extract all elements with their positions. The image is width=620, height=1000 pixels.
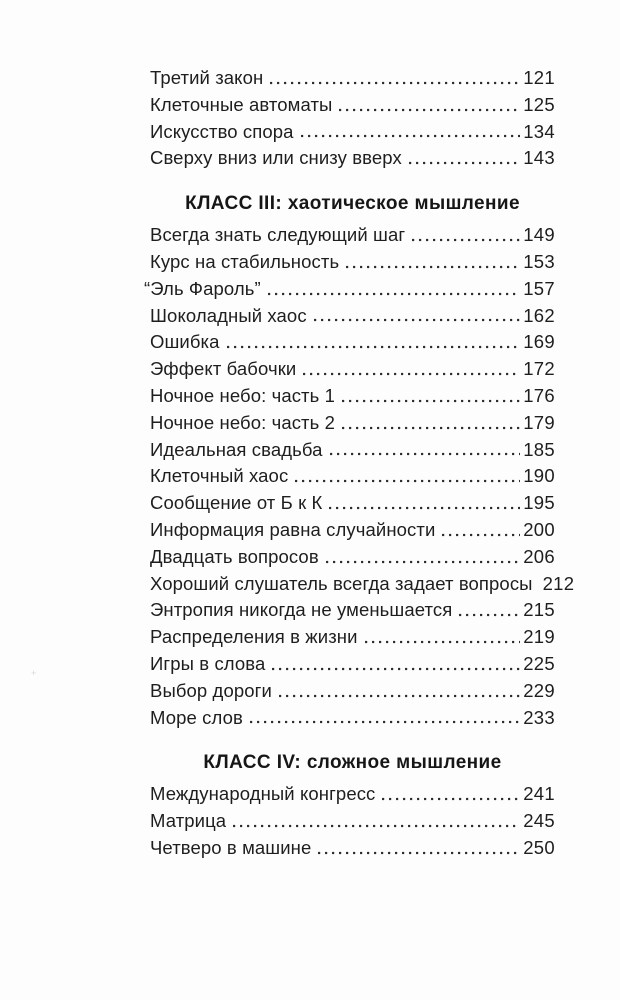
- toc-entry-page-number: 206: [523, 545, 555, 567]
- toc-entry-page-number: 149: [523, 224, 555, 246]
- toc-entry-title: Идеальная свадьба: [150, 438, 323, 460]
- toc-entry-title: Международный конгресс: [150, 783, 376, 805]
- toc-entry-title: Информация равна случайности: [150, 518, 436, 540]
- dot-leader: [339, 108, 520, 112]
- toc-entry-page-number: 229: [523, 679, 555, 701]
- toc-entry-title: Выбор дороги: [150, 679, 272, 701]
- toc-entry-page-number: 250: [523, 836, 555, 858]
- toc-entry-title: Игры в слова: [150, 652, 266, 674]
- dot-leader: [342, 426, 520, 430]
- dot-leader: [329, 506, 520, 510]
- toc-entry-page-number: 219: [523, 626, 555, 648]
- dot-leader: [346, 265, 520, 269]
- toc-entry: [150, 544, 555, 571]
- toc-entry-title: Курс на стабильность: [150, 250, 340, 272]
- dot-leader: [227, 345, 521, 349]
- toc-entry-page-number: 143: [523, 147, 555, 169]
- toc-entry: [150, 383, 555, 410]
- toc-entry-page-number: 179: [523, 411, 555, 433]
- toc-entry-page-number: 153: [523, 250, 555, 272]
- toc-entry: [150, 119, 555, 146]
- toc-entry-page-number: 172: [523, 358, 555, 380]
- toc-entry-title: Искусство спора: [150, 120, 294, 142]
- toc-entry: [150, 597, 555, 624]
- toc-entry: [150, 329, 555, 356]
- toc-entry-title: Распределения в жизни: [150, 626, 358, 648]
- toc-entry-page-number: 157: [523, 277, 555, 299]
- toc-entry-title: Эффект бабочки: [150, 358, 297, 380]
- dot-leader: [270, 81, 520, 85]
- toc-entry-page-number: 195: [523, 492, 555, 514]
- toc-entry: [150, 651, 555, 678]
- toc-entry-page-number: 162: [523, 304, 555, 326]
- dot-leader: [318, 851, 520, 855]
- toc-entry-title: Ошибка: [150, 331, 220, 353]
- dot-leader: [233, 824, 520, 828]
- toc-entry: [150, 835, 555, 862]
- toc-entry: [150, 490, 555, 517]
- dot-leader: [459, 613, 520, 617]
- dot-leader: [301, 134, 521, 138]
- toc-entry-page-number: 200: [523, 518, 555, 540]
- toc-entry: [150, 65, 555, 92]
- toc-entry-title: Ночное небо: часть 2: [150, 411, 335, 433]
- toc-entry-page-number: 190: [523, 465, 555, 487]
- toc-entry-title: Клеточные автоматы: [150, 93, 333, 115]
- toc-entry-page-number: 121: [523, 67, 555, 88]
- toc-entry-title: Всегда знать следующий шаг: [150, 224, 406, 246]
- scan-artifact-speck: +: [31, 668, 37, 678]
- dot-leader: [314, 318, 521, 322]
- toc-entry: [150, 808, 555, 835]
- toc-entry: [150, 705, 555, 732]
- toc-entry: [150, 624, 555, 651]
- toc-entry-title: Море слов: [150, 706, 243, 728]
- toc-entry-page-number: 185: [523, 438, 555, 460]
- toc-entry: [150, 781, 555, 808]
- toc-entry: [150, 463, 555, 490]
- toc-entry-page-number: 233: [523, 706, 555, 728]
- dot-leader: [382, 797, 520, 801]
- dot-leader: [250, 720, 520, 724]
- toc-entry-title: Ночное небо: часть 1: [150, 384, 335, 406]
- toc-entry-title: Шоколадный хаос: [150, 304, 307, 326]
- toc-entry-page-number: 215: [523, 599, 555, 621]
- dot-leader: [272, 667, 520, 671]
- dot-leader: [279, 694, 520, 698]
- toc-entry-title: Энтропия никогда не уменьшается: [150, 599, 453, 621]
- section-heading: КЛАСС IV: сложное мышление: [203, 752, 502, 774]
- toc-entry-page-number: 241: [523, 783, 555, 805]
- toc-entry-page-number: 212: [542, 572, 575, 594]
- dot-leader: [268, 292, 520, 296]
- toc-entry-title: Сообщение от Б к К: [150, 492, 323, 514]
- toc-entry-page-number: 176: [523, 384, 555, 406]
- section-heading: КЛАСС III: хаотическое мышление: [185, 193, 520, 215]
- dot-leader: [330, 452, 521, 456]
- toc-entry: [150, 678, 555, 705]
- toc-entry: [150, 145, 555, 172]
- toc-entry-title: Хороший слушатель всегда задает вопросы: [150, 572, 533, 594]
- dot-leader: [326, 560, 520, 564]
- toc-entry: [150, 410, 555, 437]
- toc-entry-title: Двадцать вопросов: [150, 545, 319, 567]
- toc-entry-page-number: 134: [523, 120, 555, 142]
- toc-entry-page-number: 125: [523, 93, 555, 115]
- dot-leader: [303, 372, 520, 376]
- dot-leader: [342, 399, 520, 403]
- dot-leader: [365, 640, 521, 644]
- dot-leader: [412, 238, 520, 242]
- dot-leader: [442, 533, 520, 537]
- toc-entry: [144, 276, 555, 303]
- toc-entry: [150, 437, 555, 464]
- toc-entry-title: Клеточный хаос: [150, 465, 289, 487]
- toc-entry: [150, 303, 555, 330]
- dot-leader: [295, 479, 520, 483]
- toc-entry: [150, 356, 555, 383]
- toc-entry-title: Четверо в машине: [150, 836, 312, 858]
- toc-entry-page-number: 169: [523, 331, 555, 353]
- toc-entry-title: Третий закон: [150, 67, 264, 88]
- toc-entry: [150, 249, 555, 276]
- toc-entry-title: Сверху вниз или снизу вверх: [150, 147, 402, 169]
- toc-entry-page-number: 245: [523, 810, 555, 832]
- toc-entry: [150, 92, 555, 119]
- toc-entry-title: “Эль Фароль”: [144, 277, 261, 299]
- dot-leader: [409, 161, 520, 165]
- toc-entry-title: Матрица: [150, 810, 227, 832]
- toc-entry: [150, 222, 555, 249]
- toc-entry: [150, 571, 575, 598]
- toc-entry: [150, 517, 555, 544]
- toc-entry-page-number: 225: [523, 652, 555, 674]
